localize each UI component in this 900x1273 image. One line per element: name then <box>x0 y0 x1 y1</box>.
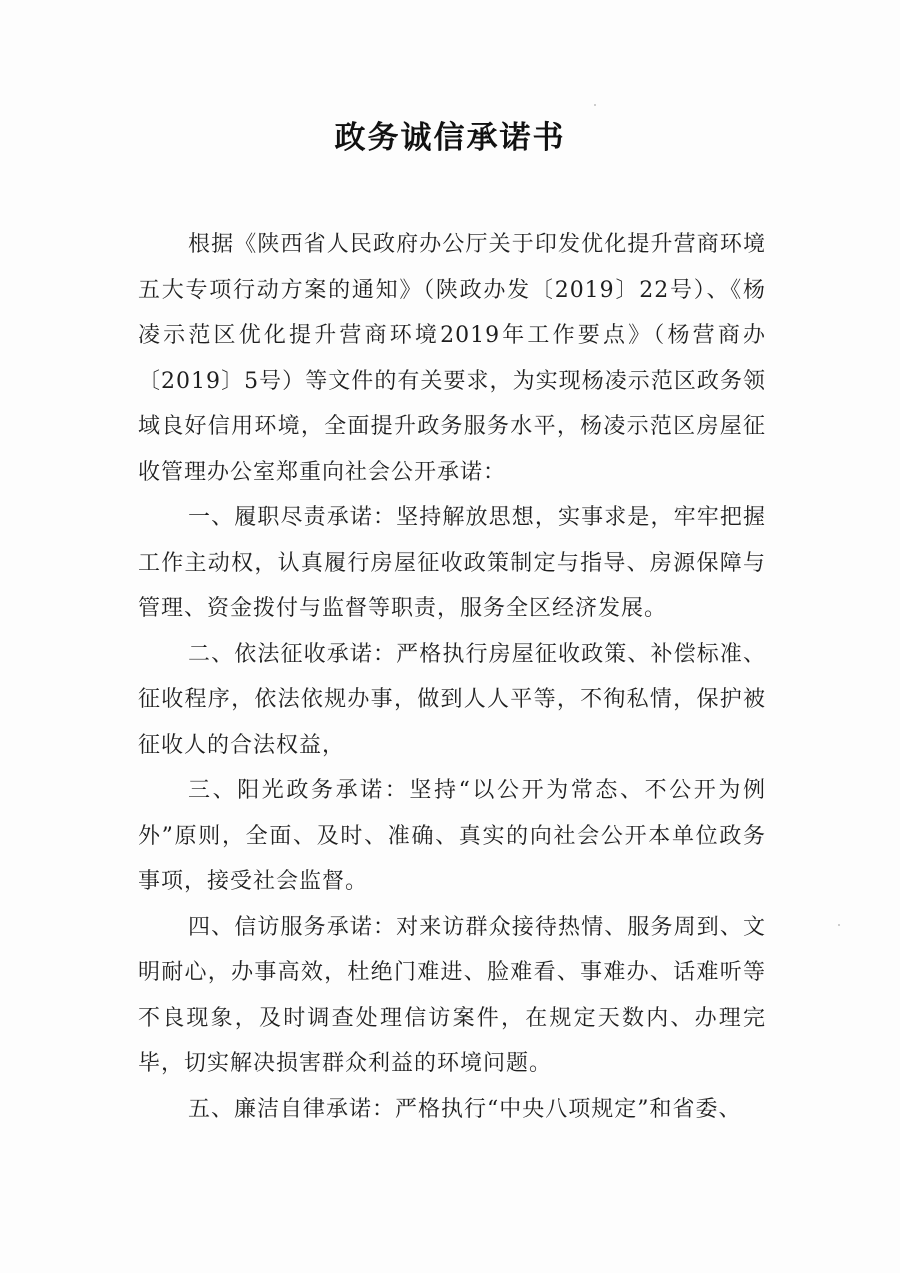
document-body <box>138 222 766 1132</box>
commitment-lawful-paragraph: 二、依法征收承诺：严格执行房屋征收政策、补偿标准、征收程序，依法依规办事，做到人人平等，不徇私情，保护被征收人的合法权益， <box>138 641 766 758</box>
commitment-transparency-paragraph: 三、阳光政务承诺：坚持“以公开为常态、不公开为例外”原则，全面、及时、准确、真实的向社会公开本单位政务事项，接受社会监督。 <box>138 778 766 894</box>
commitment-petition-paragraph: 四、信访服务承诺：对来访群众接待热情、服务周到、文明耐心，办事高效，杜绝门难进、脸难看、事难办、话难听等不良现象，及时调查处理信访案件，在规定天数内、办理完毕，切实解决损害群众利益的环境问题。 <box>138 914 766 1076</box>
commitment-integrity-paragraph: 五、廉洁自律承诺：严格执行“中央八项规定”和省委、 <box>188 1096 742 1122</box>
scan-speck <box>594 104 596 106</box>
commitment-duty-paragraph: 一、履职尽责承诺：坚持解放思想，实事求是，牢牢把握工作主动权，认真履行房屋征收政策制定与指导、房源保障与管理、资金拨付与监督等职责，服务全区经济发展。 <box>138 505 766 621</box>
document-title: 政务诚信承诺书 <box>334 120 566 156</box>
scan-speck <box>838 924 840 926</box>
intro-paragraph: 根据《陕西省人民政府办公厅关于印发优化提升营商环境五大专项行动方案的通知》（陕政办发〔2019〕22号）、《杨凌示范区优化提升营商环境2019年工作要点》（杨营商办〔2019〕5号）等文件的有关要求，为实现杨凌示范区政务领域良好信用环境，全面提升政务服务水平，杨凌示范区房屋征收管理办公室郑重向社会公开承诺： <box>138 232 766 485</box>
